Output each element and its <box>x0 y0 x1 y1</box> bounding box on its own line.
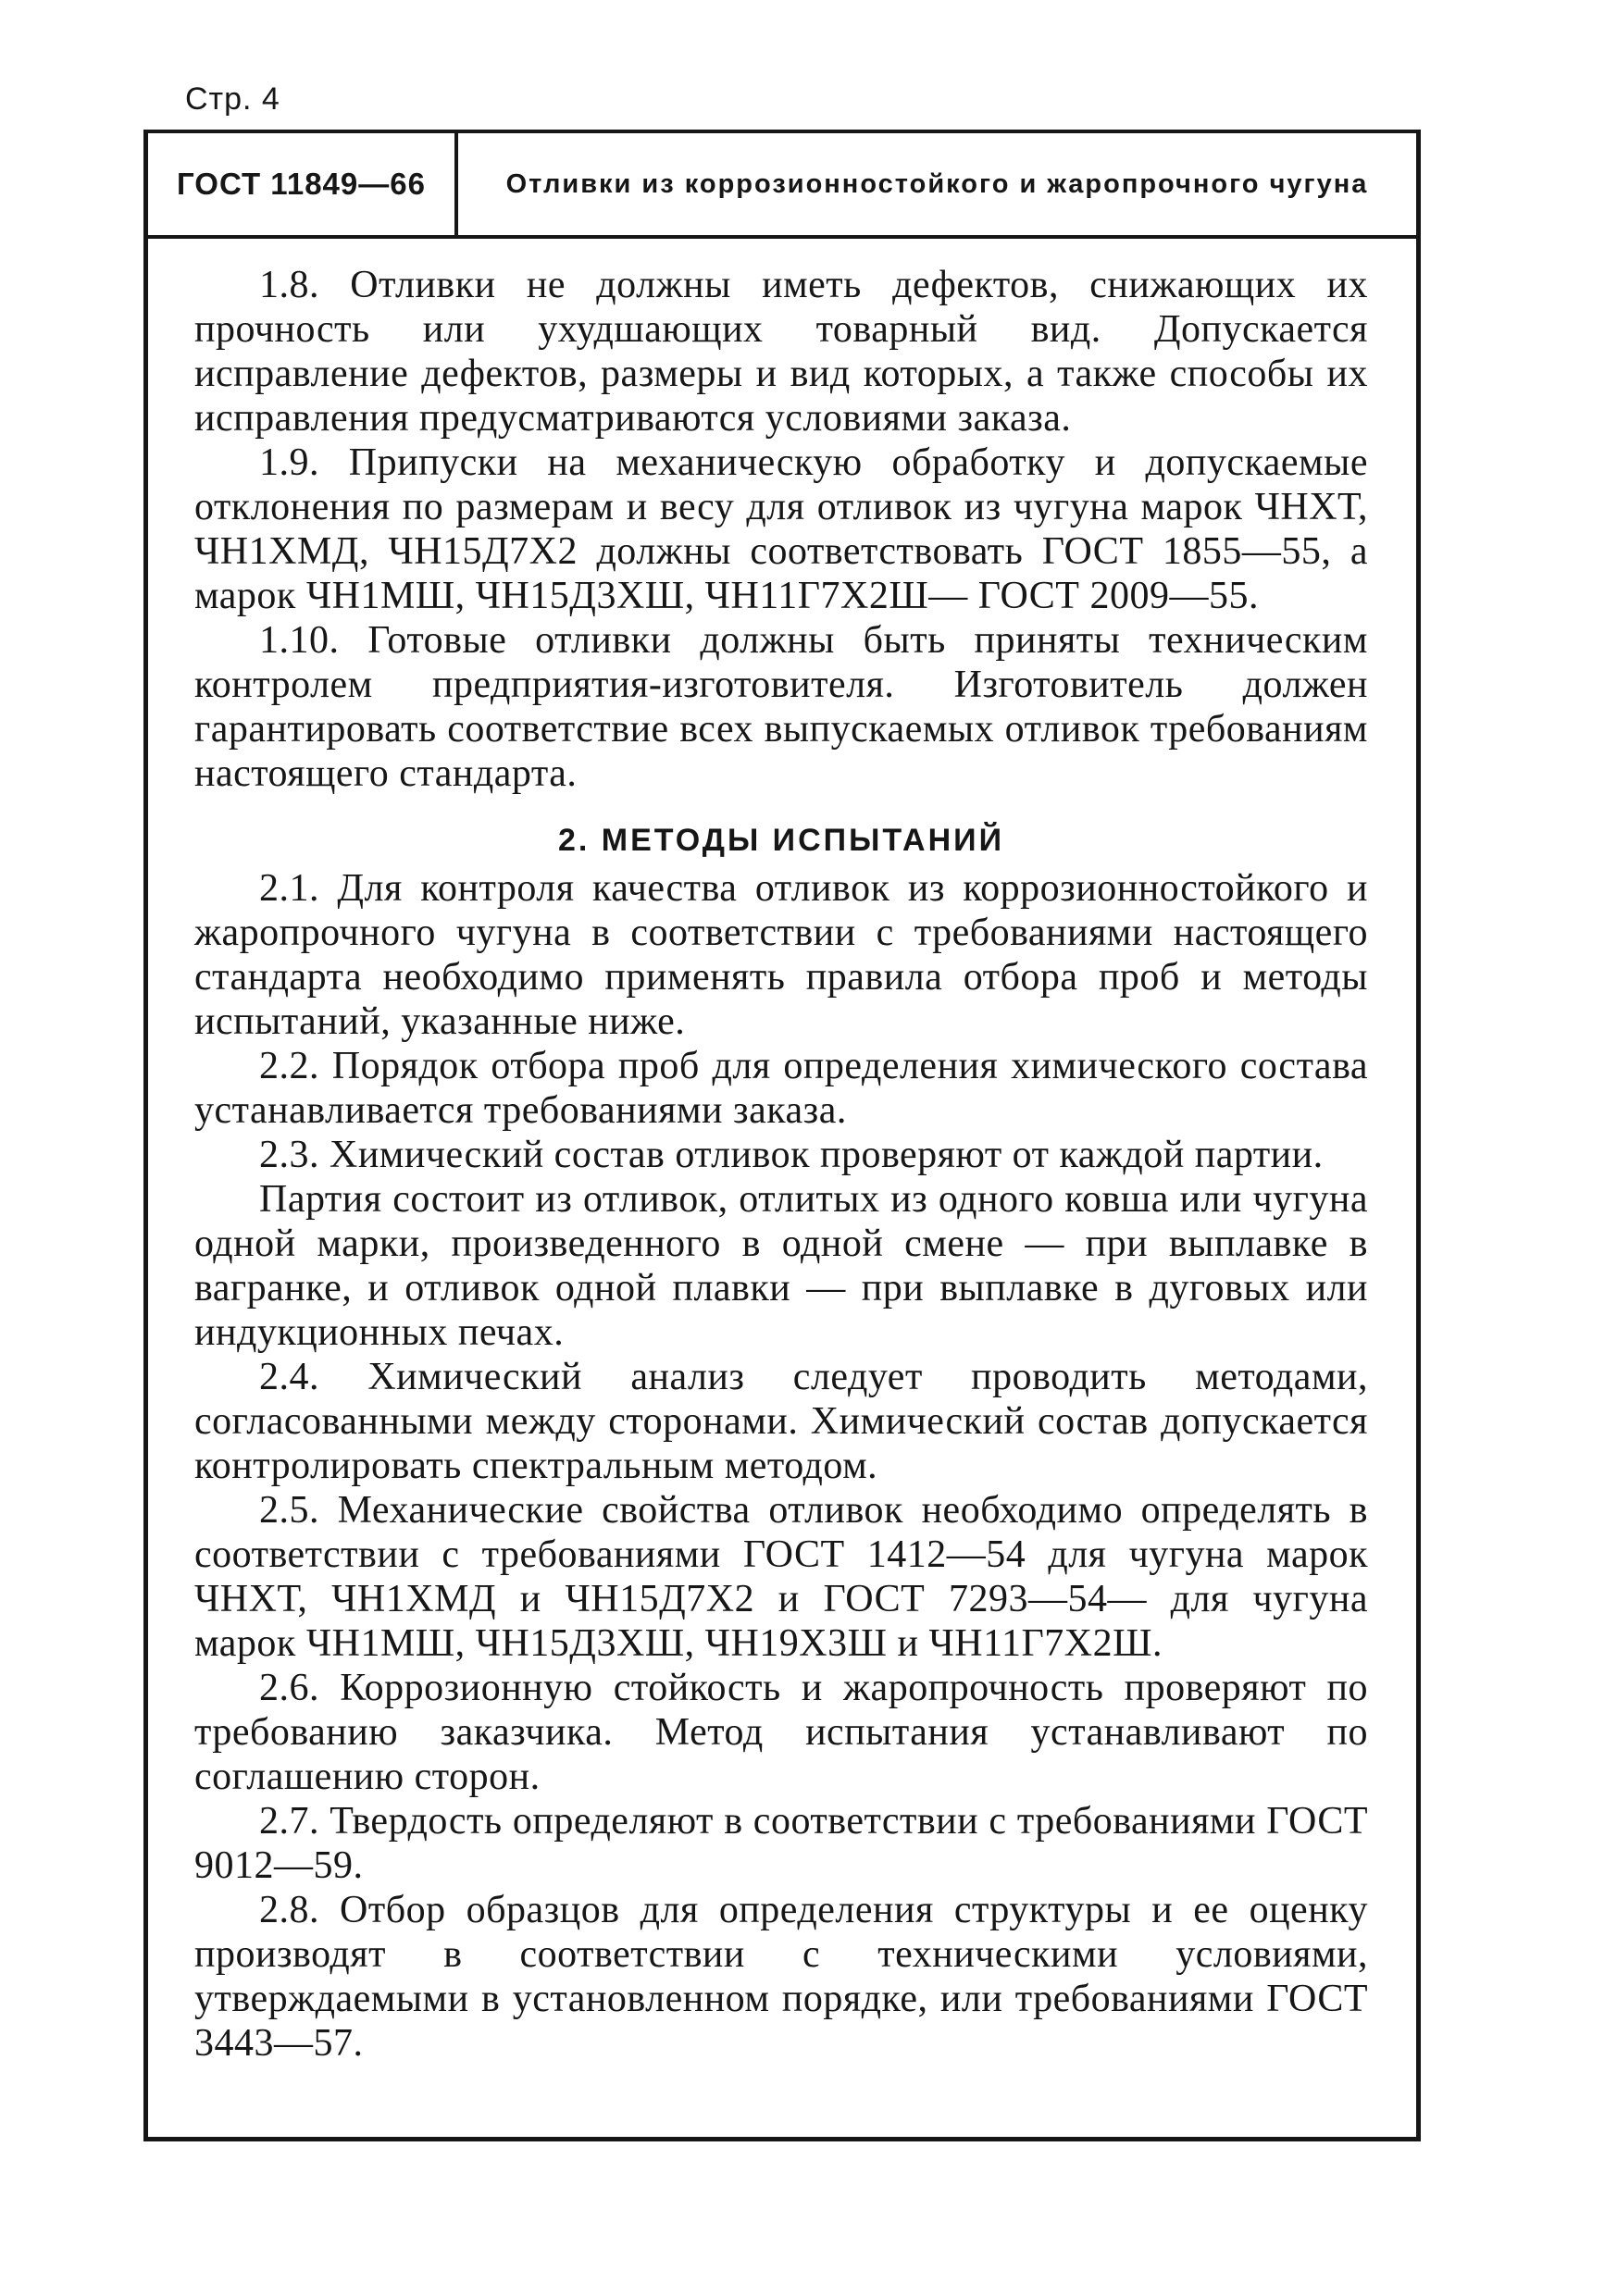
paragraph-2-1: 2.1. Для контроля качества отливок из коррозионностойкого и жаропрочного чугуна в соответствии с требованиями настоящего стандарта необходимо применять правила отбора проб и методы испытаний, указанные ниже. <box>194 867 1368 1043</box>
standard-code: ГОСТ 11849—66 <box>148 133 458 235</box>
paragraph-2-5: 2.5. Механические свойства отливок необходимо определять в соответствии с требованиями ГОСТ 1412—54 для чугуна марок ЧНХТ, ЧН1ХМД и ЧН15Д7Х2 и ГОСТ 7293—54— для чугуна марок ЧН1МШ, ЧН15Д3ХШ, ЧН19Х3Ш и ЧН11Г7Х2Ш. <box>194 1489 1368 1665</box>
document-header <box>148 133 1416 239</box>
page-number: Стр. 4 <box>185 81 280 117</box>
paragraph-1-8: 1.8. Отливки не должны иметь дефектов, снижающих их прочность или ухудшающих товарный вид. Допускается исправление дефектов, размеры и вид которых, а также способы их исправления предусматриваются условиями заказа. <box>194 264 1368 440</box>
document-title: Отливки из коррозионностойкого и жаропрочного чугуна <box>505 168 1369 199</box>
paragraph-1-10: 1.10. Готовые отливки должны быть приняты техническим контролем предприятия-изготовителя. Изготовитель должен гарантировать соответствие всех выпускаемых отливок требованиям настоящего стандарта. <box>194 619 1368 795</box>
paragraph-2-3: 2.3. Химический состав отливок проверяют от каждой партии. <box>259 1134 1324 1176</box>
paragraph-2-2: 2.2. Порядок отбора проб для определения химического состава устанавливается требованиями заказа. <box>194 1045 1368 1132</box>
paragraph-2-6: 2.6. Коррозионную стойкость и жаропрочность проверяют по требованию заказчика. Метод испытания устанавливают по соглашению сторон. <box>194 1667 1368 1798</box>
paragraph-2-4: 2.4. Химический анализ следует проводить методами, согласованными между сторонами. Химический состав допускается контролировать спектральным методом. <box>194 1356 1368 1487</box>
paragraph-1-9: 1.9. Припуски на механическую обработку и допускаемые отклонения по размерам и весу для отливок из чугуна марок ЧНХТ, ЧН1ХМД, ЧН15Д7Х2 должны соответствовать ГОСТ 1855—55, а марок ЧН1МШ, ЧН15Д3ХШ, ЧН11Г7Х2Ш— ГОСТ 2009—55. <box>194 441 1368 617</box>
paragraph-2-8: 2.8. Отбор образцов для определения структуры и ее оценку производят в соответствии с техническими условиями, утверждаемыми в установленном порядке, или требованиями ГОСТ 3443—57. <box>194 1889 1368 2065</box>
section-heading: 2. МЕТОДЫ ИСПЫТАНИЙ <box>558 823 1004 858</box>
document-body <box>194 263 1368 2066</box>
paragraph-2-7: 2.7. Твердость определяют в соответствии с требованиями ГОСТ 9012—59. <box>194 1800 1368 1887</box>
page-frame <box>143 130 1421 2141</box>
paragraph-batch-definition: Партия состоит из отливок, отлитых из одного ковша или чугуна одной марки, произведенного в одной смене — при выплавке в вагранке, и отливок одной плавки — при выплавке в дуговых или индукционных печах. <box>194 1178 1368 1354</box>
